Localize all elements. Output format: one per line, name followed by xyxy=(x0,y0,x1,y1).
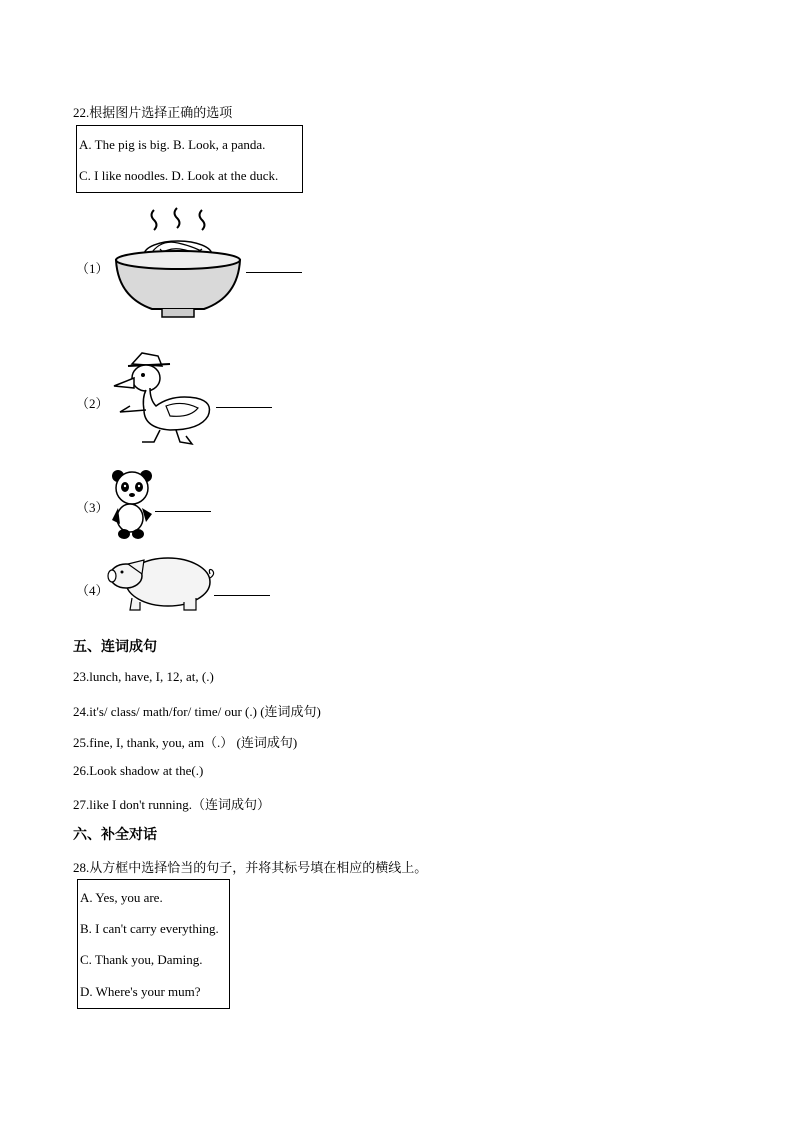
duck-icon xyxy=(110,350,215,450)
q28-options-box xyxy=(77,879,230,1009)
q22-item-2-answer-blank[interactable] xyxy=(216,407,272,408)
panda-icon xyxy=(108,468,156,540)
q22-item-2-label: （2） xyxy=(76,396,109,411)
q23: 23.lunch, have, I, 12, at, (.) xyxy=(73,669,214,684)
q28-title: 28.从方框中选择恰当的句子，并将其标号填在相应的横线上。 xyxy=(73,860,428,875)
q28-option-b: B. I can't carry everything. xyxy=(80,921,219,936)
q22-item-4-label: （4） xyxy=(76,583,109,598)
q22-item-3-answer-blank[interactable] xyxy=(155,511,211,512)
section-5-heading: 五、连词成句 xyxy=(73,639,157,655)
q28-option-c: C. Thank you, Daming. xyxy=(80,952,203,967)
q24: 24.it's/ class/ math/for/ time/ our (.) (连词成句) xyxy=(73,704,321,719)
q22-item-1-label: （1） xyxy=(76,261,109,276)
q22-options-box xyxy=(76,125,303,193)
q26: 26.Look shadow at the(.) xyxy=(73,763,204,778)
q22-option-line-1: A. The pig is big. B. Look, a panda. xyxy=(79,137,266,152)
q28-option-a: A. Yes, you are. xyxy=(80,890,163,905)
pig-icon xyxy=(106,552,216,614)
q25: 25.fine, I, thank, you, am（.） (连词成句) xyxy=(73,735,298,750)
q22-title: 22.根据图片选择正确的选项 xyxy=(73,105,233,120)
section-6-heading: 六、补全对话 xyxy=(73,827,157,843)
q28-option-d: D. Where's your mum? xyxy=(80,984,201,999)
q22-item-1-answer-blank[interactable] xyxy=(246,272,302,273)
q27: 27.like I don't running.（连词成句） xyxy=(73,797,270,812)
q22-option-line-2: C. I like noodles. D. Look at the duck. xyxy=(79,168,279,183)
q22-item-4-answer-blank[interactable] xyxy=(214,595,270,596)
q22-item-3-label: （3） xyxy=(76,500,109,515)
noodle-bowl-icon xyxy=(112,205,244,325)
